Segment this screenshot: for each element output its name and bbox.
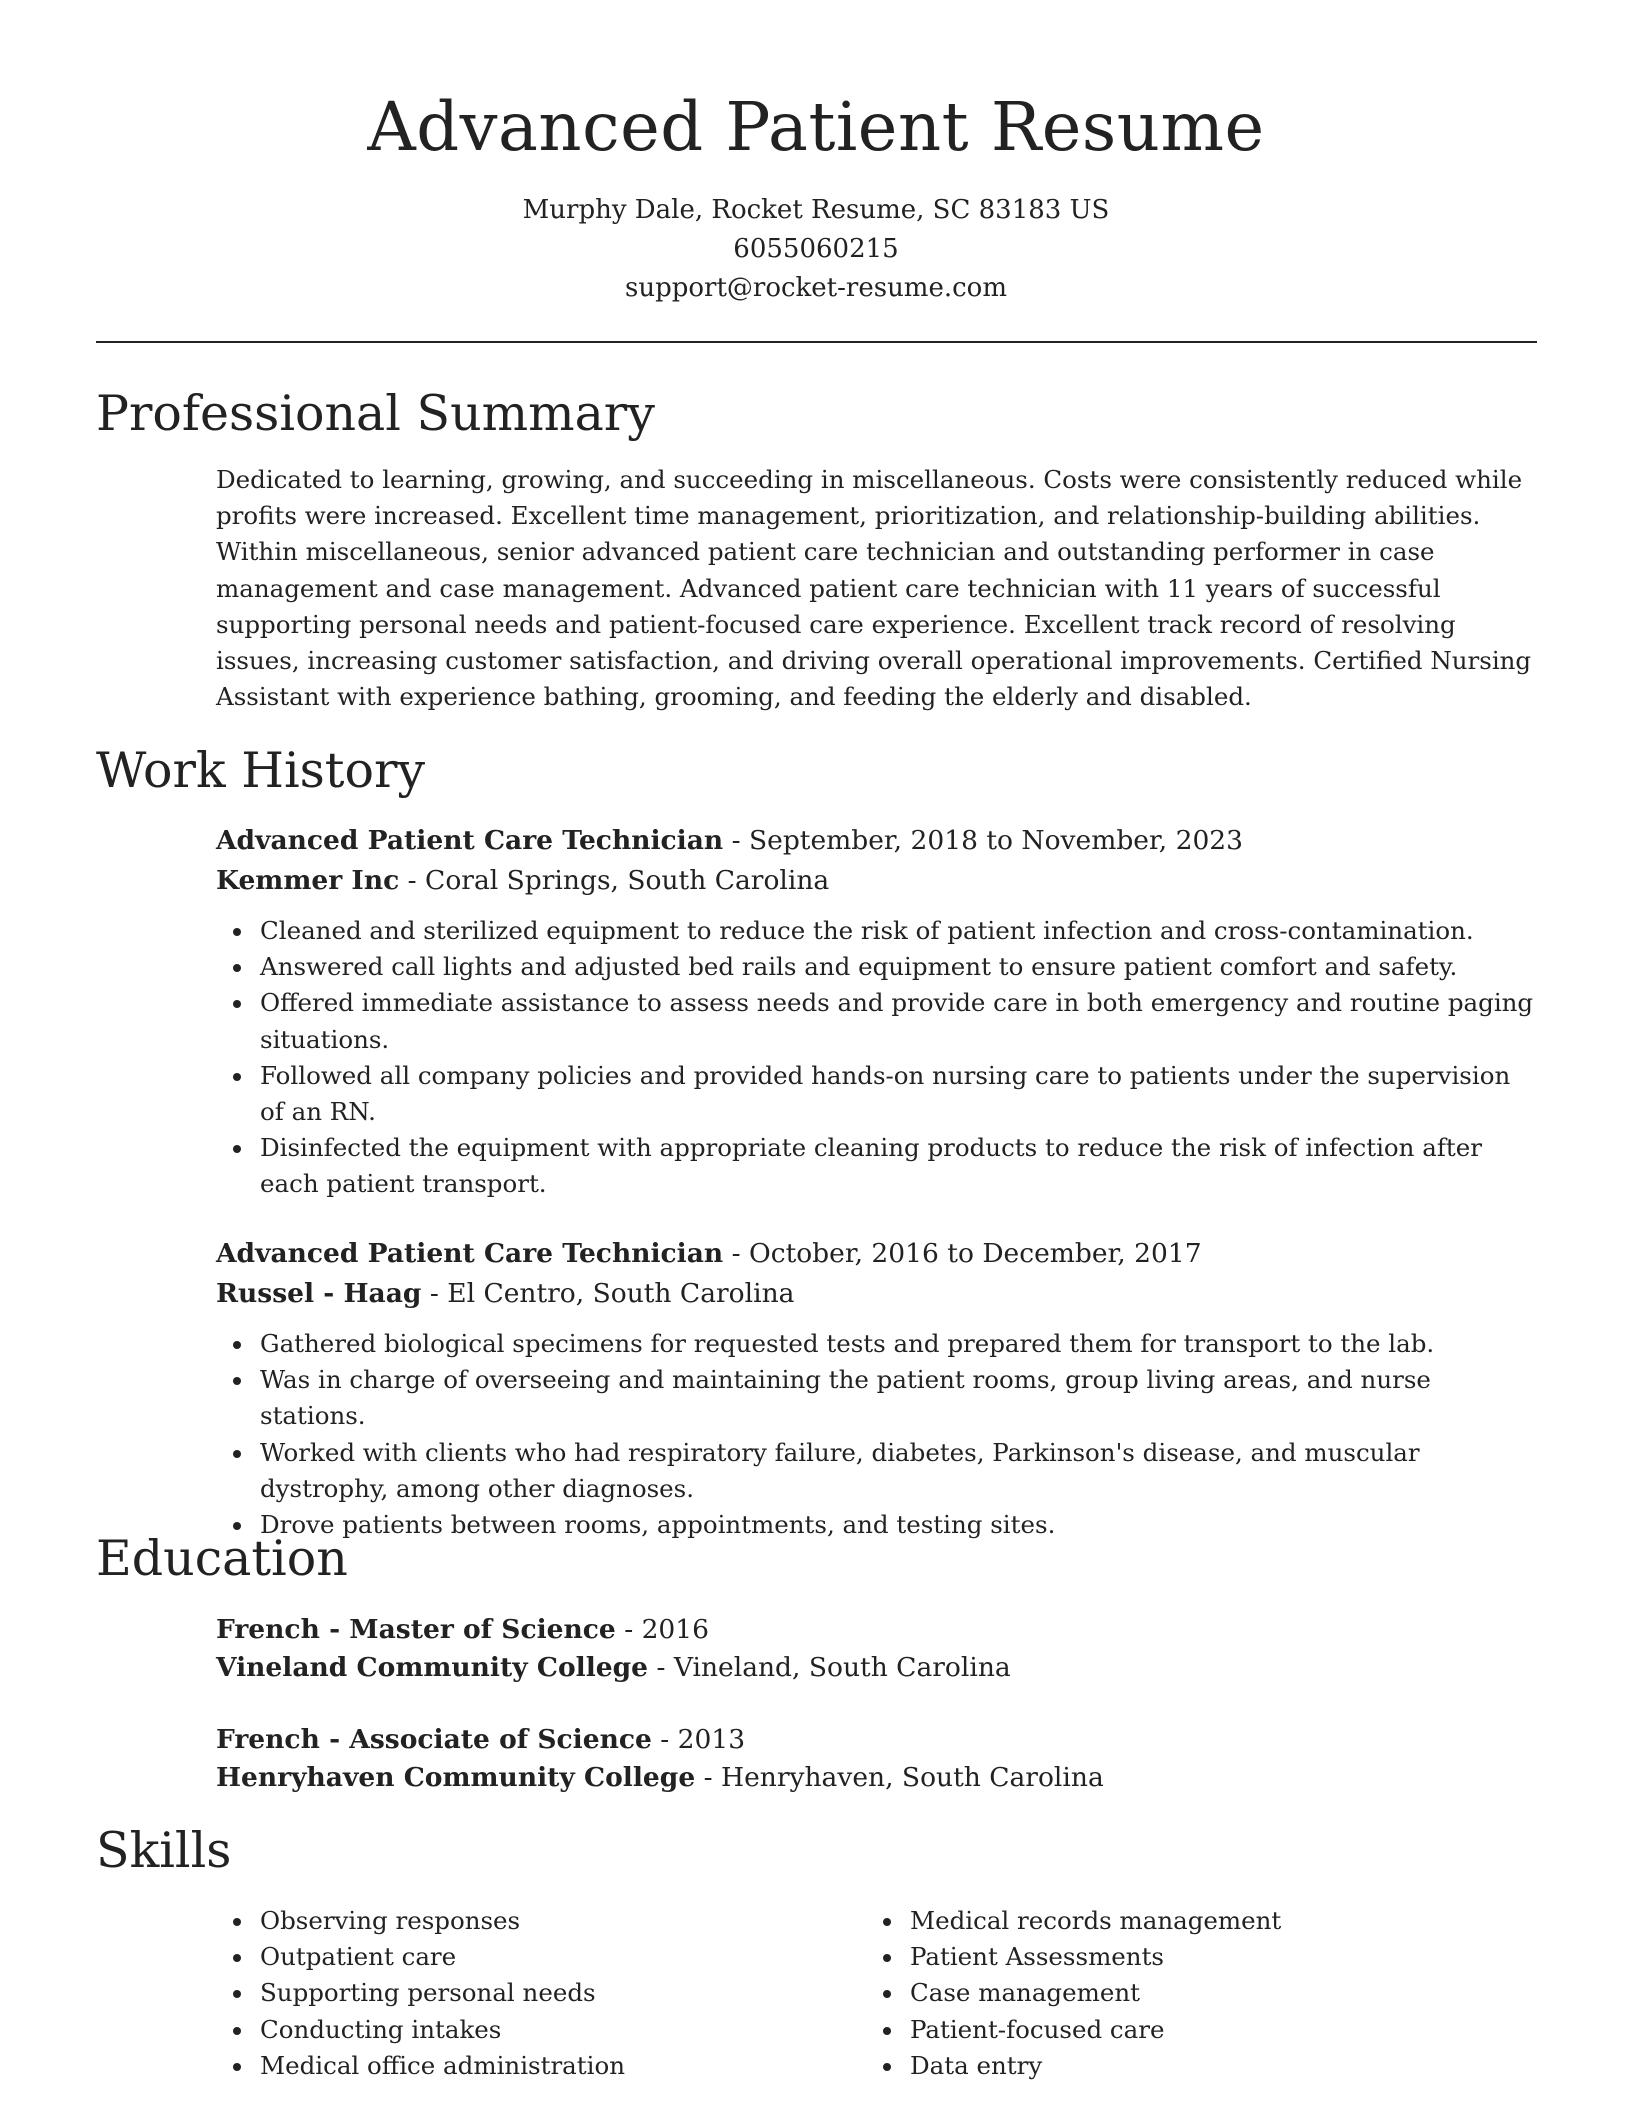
education-year: - 2013 [651,1724,746,1755]
job-location: - Coral Springs, South Carolina [399,865,830,896]
section-title-education: Education [96,1530,348,1587]
section-title-summary: Professional Summary [96,385,655,442]
resume-title: Advanced Patient Resume [367,88,1265,166]
skill-item: Conducting intakes [260,2012,625,2048]
job-heading [216,821,1243,861]
job-company: Kemmer Inc [216,865,400,896]
skills-list-right [866,1903,1281,2084]
list-item: Disinfected the equipment with appropriate cleaning products to reduce the risk of infection after each patient transport. [260,1130,1537,1202]
education-school: Henryhaven Community College [216,1762,696,1793]
education-year: - 2016 [615,1614,710,1645]
skills-list-left [216,1903,625,2084]
list-item: Drove patients between rooms, appointments, and testing sites. [260,1507,1537,1543]
list-item: Was in charge of overseeing and maintaining the patient rooms, group living areas, and nurse stations. [260,1362,1537,1434]
job-location: - El Centro, South Carolina [421,1278,795,1309]
education-school: Vineland Community College [216,1652,649,1683]
job-dates: - October, 2016 to December, 2017 [723,1238,1202,1269]
skill-item: Data entry [910,2048,1281,2084]
education-degree-line [216,1610,709,1650]
skill-item: Supporting personal needs [260,1975,625,2011]
job-role: Advanced Patient Care Technician [216,1238,724,1269]
list-item: Gathered biological specimens for requested tests and prepared them for transport to the lab. [260,1326,1537,1362]
education-location: - Henryhaven, South Carolina [695,1762,1104,1793]
contact-email: support@rocket-resume.com [624,273,1007,303]
list-item: Followed all company policies and provided hands-on nursing care to patients under the supervision of an RN. [260,1058,1537,1130]
skill-item: Medical records management [910,1903,1281,1939]
job-bullet-list [216,913,1537,1203]
education-degree-line [216,1720,745,1760]
skill-item: Case management [910,1975,1281,2011]
contact-address: Murphy Dale, Rocket Resume, SC 83183 US [522,195,1110,225]
education-school-line [216,1648,1011,1688]
skill-item: Patient Assessments [910,1939,1281,1975]
job-role: Advanced Patient Care Technician [216,825,724,856]
skill-item: Medical office administration [260,2048,625,2084]
skill-item: Observing responses [260,1903,625,1939]
education-degree: French - Master of Science [216,1614,616,1645]
job-bullet-list [216,1326,1537,1543]
education-degree: French - Associate of Science [216,1724,652,1755]
list-item: Answered call lights and adjusted bed rails and equipment to ensure patient comfort and safety. [260,949,1537,985]
list-item: Cleaned and sterilized equipment to reduce the risk of patient infection and cross-contamination. [260,913,1537,949]
list-item: Worked with clients who had respiratory failure, diabetes, Parkinson's disease, and muscular dystrophy, among other diagnoses. [260,1435,1537,1507]
job-company-line [216,861,829,901]
skill-item: Outpatient care [260,1939,625,1975]
summary-text: Dedicated to learning, growing, and succeeding in miscellaneous. Costs were consistently reduced while profits were increased. Excellent time management, prioritization, and relationship-building abilities. Within miscellaneous, senior advanced patient care technician and outstanding performer in case management and case management. Advanced patient care technician with 11 years of successful supporting personal needs and patient-focused care experience. Excellent track record of resolving issues, increasing customer satisfaction, and driving overall operational improvements. Certified Nursing Assistant with experience bathing, grooming, and feeding the elderly and disabled. [216,465,1532,712]
education-location: - Vineland, South Carolina [648,1652,1011,1683]
header-divider [96,341,1537,343]
job-company-line [216,1274,794,1314]
education-school-line [216,1758,1104,1798]
skill-item: Patient-focused care [910,2012,1281,2048]
job-heading [216,1234,1202,1274]
contact-phone: 6055060215 [733,234,899,264]
section-title-work-history: Work History [96,742,426,799]
section-title-skills: Skills [96,1822,232,1879]
job-company: Russel - Haag [216,1278,422,1309]
list-item: Offered immediate assistance to assess needs and provide care in both emergency and routine paging situations. [260,985,1537,1057]
job-dates: - September, 2018 to November, 2023 [723,825,1244,856]
